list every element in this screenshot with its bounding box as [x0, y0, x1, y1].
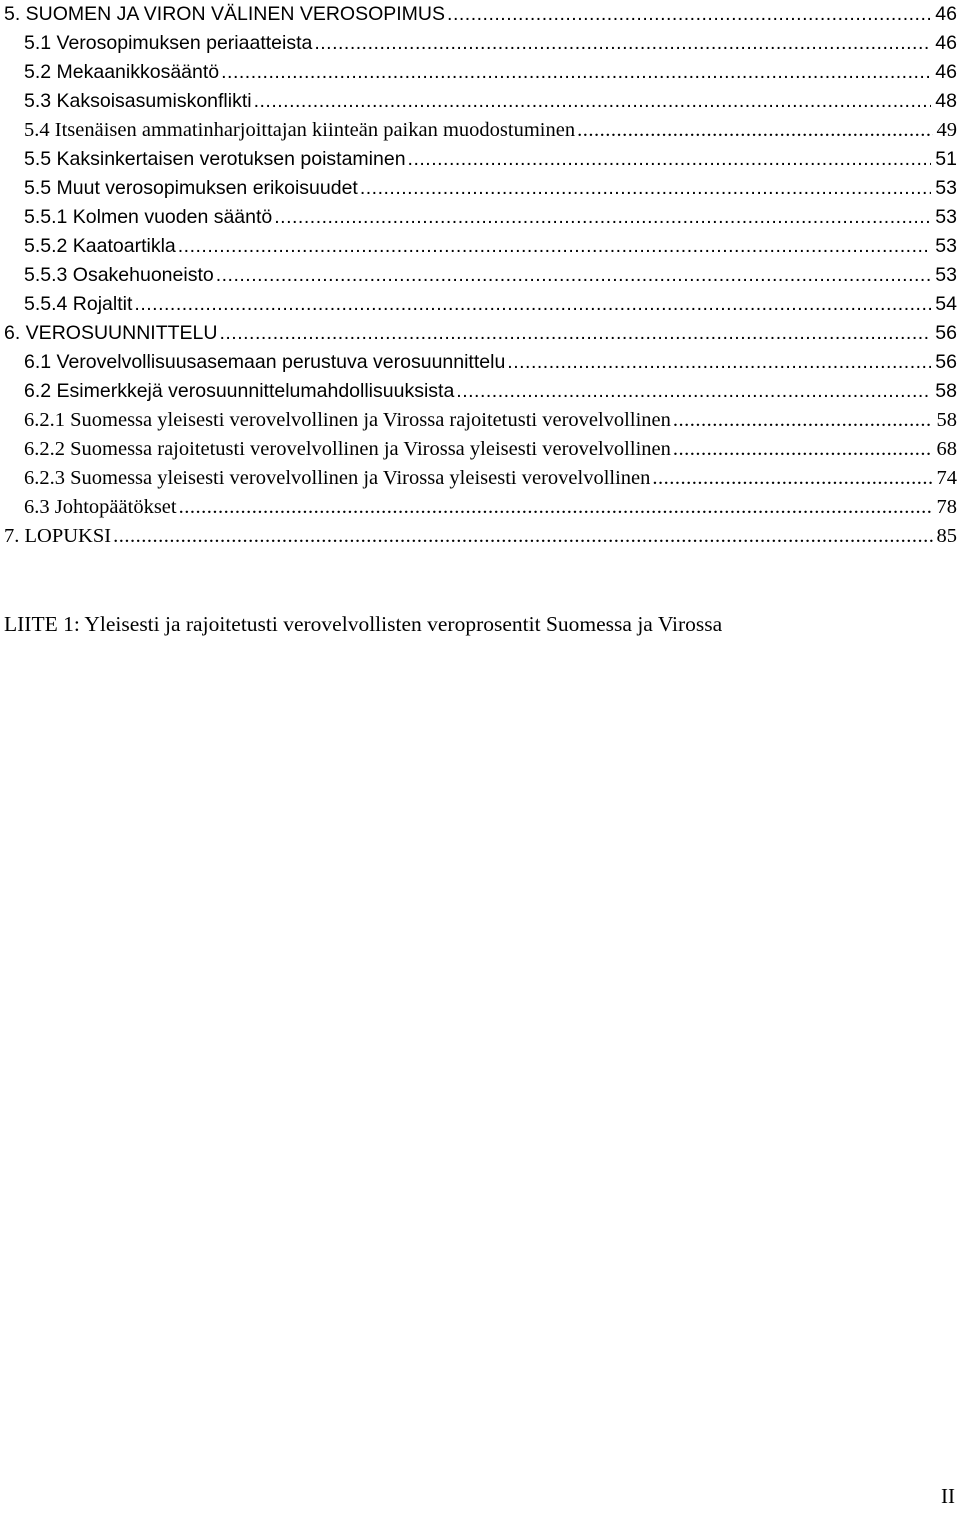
toc-entry[interactable]: [0, 58, 957, 87]
toc-entry-page: 53: [935, 206, 957, 228]
toc-entry-page: 85: [936, 525, 957, 547]
dot-leader: [314, 32, 931, 55]
dot-leader: [652, 467, 932, 490]
toc-entry-title: 6.2.1 Suomessa yleisesti verovelvollinen ja Virossa rajoitetusti verovelvollinen: [24, 409, 671, 431]
toc-entry-page: 56: [935, 351, 957, 373]
toc-entry-title: 7. LOPUKSI: [4, 525, 112, 547]
toc-entry[interactable]: [0, 203, 957, 232]
dot-leader: [216, 264, 932, 287]
toc-entry[interactable]: [0, 116, 957, 145]
toc-entry[interactable]: [0, 0, 957, 29]
dot-leader: [673, 438, 933, 461]
toc-entry-title: 5. SUOMEN JA VIRON VÄLINEN VEROSOPIMUS: [4, 3, 446, 25]
toc-entry-page: 53: [935, 264, 957, 286]
toc-entry-title: 5.2 Mekaanikkosääntö: [24, 61, 220, 83]
toc-entry[interactable]: [0, 232, 957, 261]
dot-leader: [447, 3, 931, 26]
table-of-contents: [0, 0, 957, 551]
dot-leader: [274, 206, 931, 229]
toc-entry[interactable]: [0, 377, 957, 406]
toc-entry-page: 74: [936, 467, 957, 489]
toc-entry[interactable]: [0, 174, 957, 203]
dot-leader: [456, 380, 931, 403]
page-number: II: [941, 1484, 955, 1508]
dot-leader: [408, 148, 932, 171]
toc-entry-page: 49: [936, 119, 957, 141]
dot-leader: [113, 525, 932, 548]
toc-entry-title: 6.2 Esimerkkejä verosuunnittelumahdollisuuksista: [24, 380, 455, 402]
toc-entry-title: 5.5.4 Rojaltit: [24, 293, 133, 315]
toc-entry-title: 6.2.2 Suomessa rajoitetusti verovelvollinen ja Virossa yleisesti verovelvollinen: [24, 438, 671, 460]
dot-leader: [254, 90, 932, 113]
toc-entry-title: 6. VEROSUUNNITTELU: [4, 322, 218, 344]
toc-entry[interactable]: [0, 261, 957, 290]
toc-entry[interactable]: [0, 319, 957, 348]
dot-leader: [221, 61, 931, 84]
toc-entry-title: 6.2.3 Suomessa yleisesti verovelvollinen ja Virossa yleisesti verovelvollinen: [24, 467, 651, 489]
toc-entry[interactable]: [0, 493, 957, 522]
dot-leader: [219, 322, 931, 345]
dot-leader: [577, 119, 932, 142]
dot-leader: [178, 235, 932, 258]
toc-entry-page: 46: [935, 32, 957, 54]
toc-entry-page: 68: [936, 438, 957, 460]
toc-entry[interactable]: [0, 145, 957, 174]
toc-entry[interactable]: [0, 29, 957, 58]
toc-entry-title: 5.1 Verosopimuksen periaatteista: [24, 32, 313, 54]
toc-entry-title: 5.5 Kaksinkertaisen verotuksen poistaminen: [24, 148, 406, 170]
toc-entry[interactable]: [0, 290, 957, 319]
toc-entry-page: 48: [935, 90, 957, 112]
toc-entry[interactable]: [0, 406, 957, 435]
toc-entry[interactable]: [0, 348, 957, 377]
toc-entry[interactable]: [0, 464, 957, 493]
toc-entry[interactable]: [0, 87, 957, 116]
toc-entry-page: 53: [935, 177, 957, 199]
toc-entry-page: 58: [935, 380, 957, 402]
toc-entry-page: 46: [935, 3, 957, 25]
toc-entry-page: 51: [935, 148, 957, 170]
toc-entry-title: 5.3 Kaksoisasumiskonflikti: [24, 90, 252, 112]
toc-entry[interactable]: [0, 522, 957, 551]
toc-entry-title: 6.1 Verovelvollisuusasemaan perustuva verosuunnittelu: [24, 351, 506, 373]
dot-leader: [134, 293, 931, 316]
dot-leader: [673, 409, 933, 432]
dot-leader: [507, 351, 931, 374]
toc-entry-page: 58: [936, 409, 957, 431]
toc-entry-page: 78: [936, 496, 957, 518]
toc-entry-page: 53: [935, 235, 957, 257]
toc-entry-title: 5.5.3 Osakehuoneisto: [24, 264, 214, 286]
toc-entry-title: 5.5 Muut verosopimuksen erikoisuudet: [24, 177, 358, 199]
toc-entry-title: 5.4 Itsenäisen ammatinharjoittajan kiinteän paikan muodostuminen: [24, 119, 576, 141]
toc-entry-title: 5.5.1 Kolmen vuoden sääntö: [24, 206, 273, 228]
toc-entry-title: 6.3 Johtopäätökset: [24, 496, 177, 518]
appendix-entry: LIITE 1: Yleisesti ja rajoitetusti verovelvollisten veroprosentit Suomessa ja Virossa: [4, 612, 723, 636]
toc-entry[interactable]: [0, 435, 957, 464]
dot-leader: [360, 177, 931, 200]
toc-entry-page: 46: [935, 61, 957, 83]
toc-entry-title: 5.5.2 Kaatoartikla: [24, 235, 176, 257]
toc-entry-page: 56: [935, 322, 957, 344]
dot-leader: [179, 496, 933, 519]
toc-entry-page: 54: [935, 293, 957, 315]
